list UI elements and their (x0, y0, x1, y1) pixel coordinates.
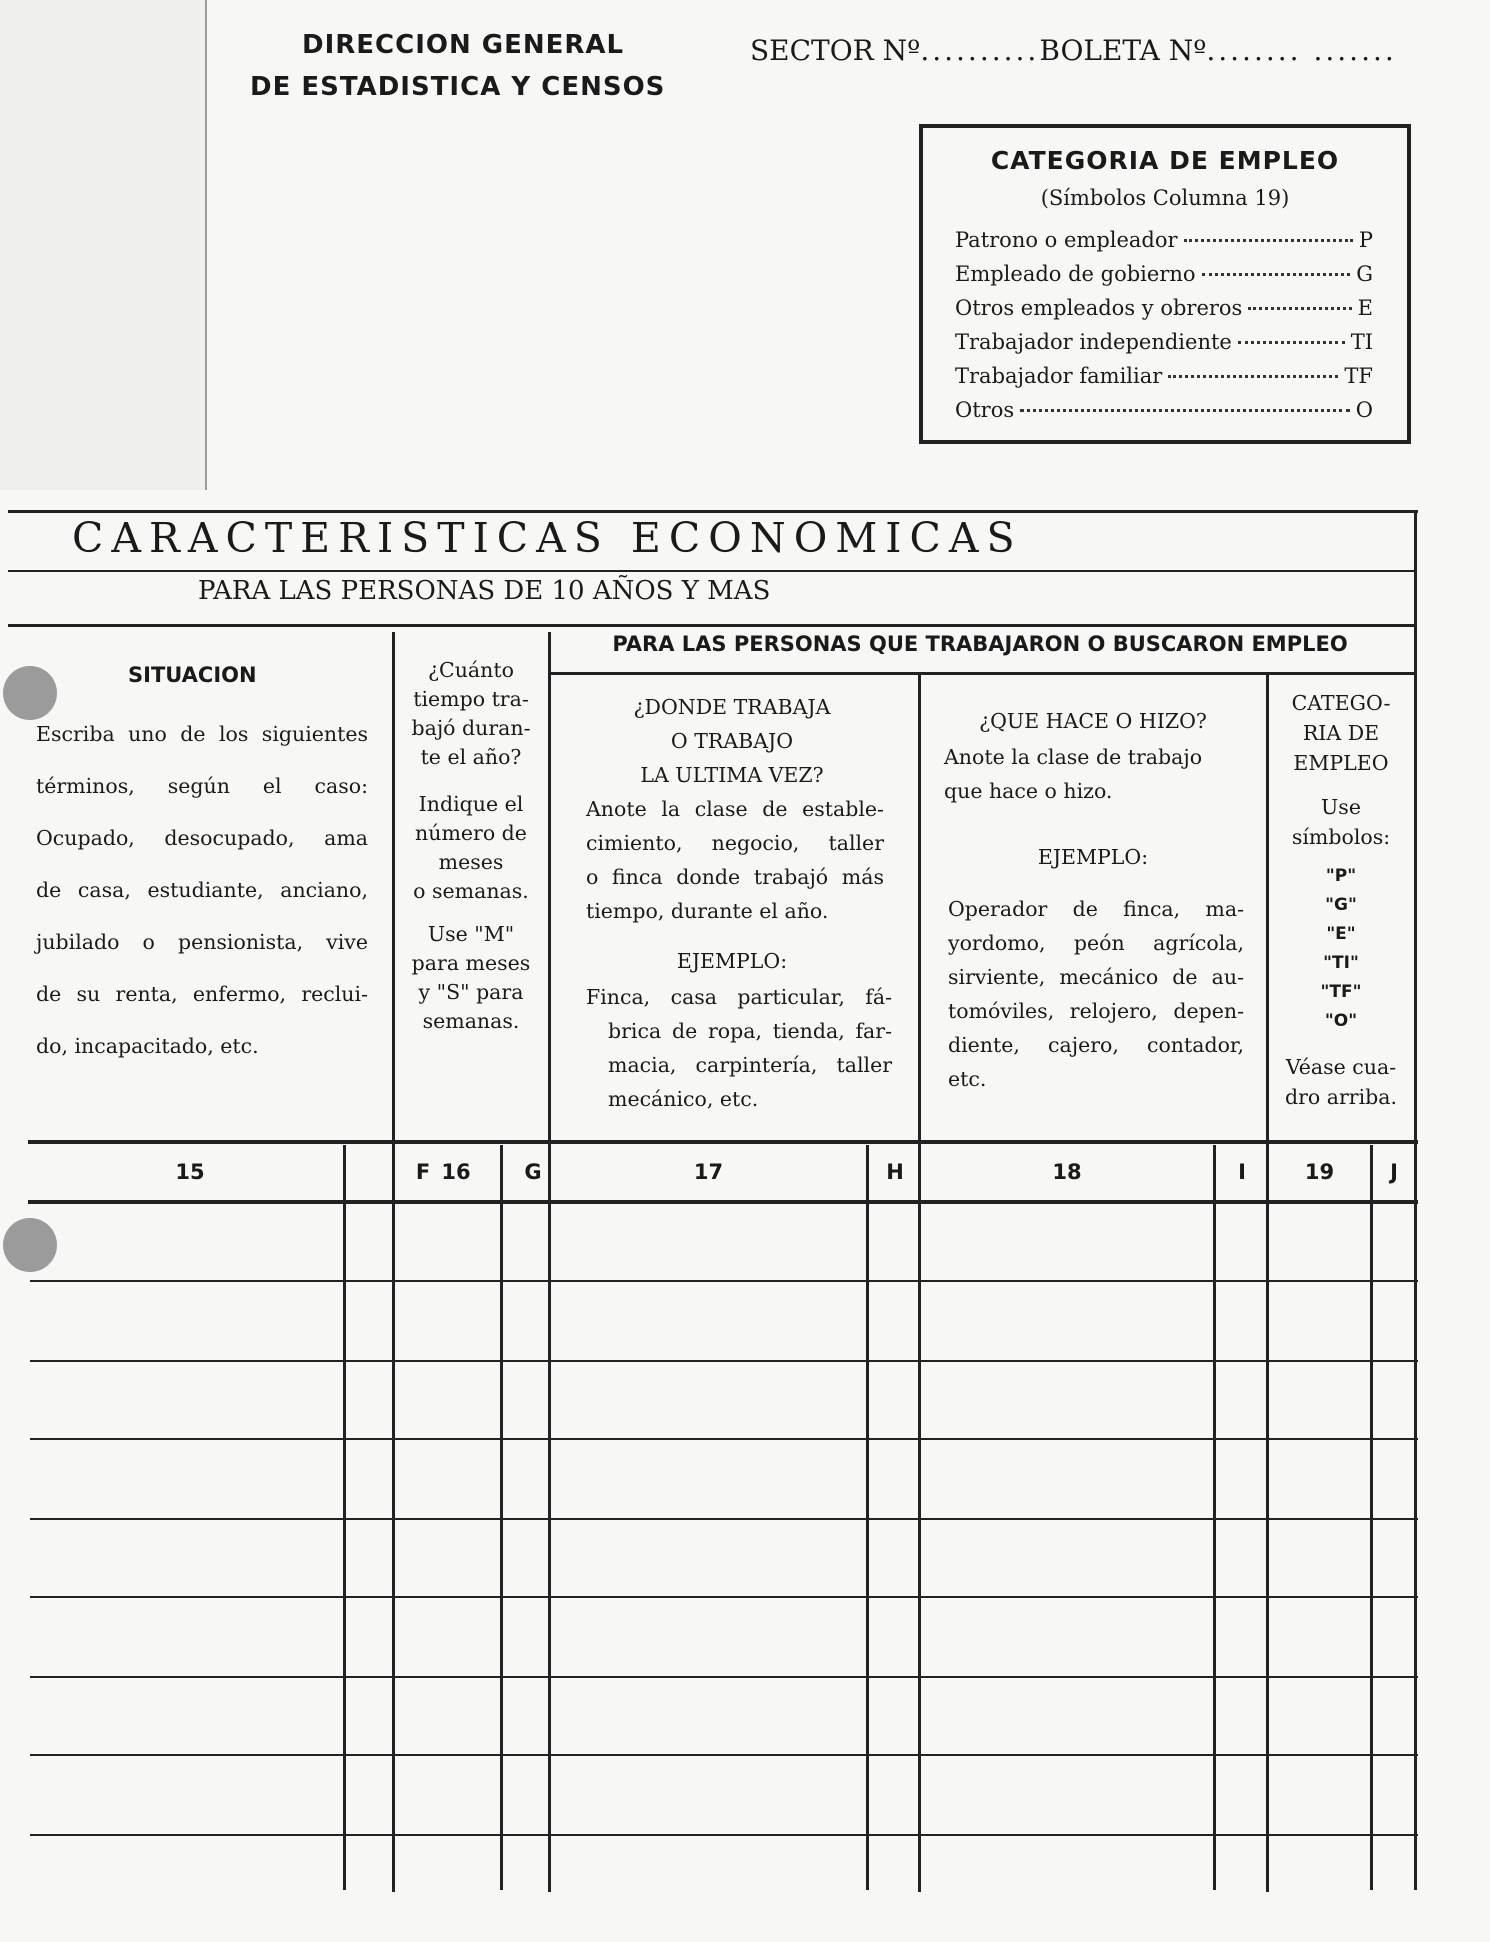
text-line: Anote la clase de estable- (586, 797, 884, 821)
text-line: yordomo, peón agrícola, (948, 931, 1244, 955)
paper-edge-strip (0, 0, 207, 490)
text-line: tomóviles, relojero, depen- (948, 999, 1244, 1023)
row-rule (30, 1280, 1418, 1282)
categoria-item-label: Empleado de gobierno (955, 262, 1196, 286)
categoria-item (955, 398, 1373, 428)
form-numbers (750, 34, 1410, 67)
text-line: EMPLEO (1293, 751, 1389, 775)
categoria-item-symbol: O (1355, 398, 1373, 422)
text-line: tiempo, durante el año. (586, 899, 829, 923)
que-hace-examples (948, 892, 1244, 1096)
column-number: J (1390, 1160, 1398, 1184)
text-line: Finca, casa particular, fá- (586, 985, 892, 1009)
text-line: macia, carpintería, taller (608, 1053, 892, 1077)
row-rule (30, 1754, 1418, 1756)
row-rule (30, 1834, 1418, 1836)
text-line: etc. (948, 1067, 987, 1091)
donde-instructions (586, 792, 884, 928)
section-top-border (8, 510, 1418, 513)
organization-header (250, 30, 700, 102)
text-line: brica de ropa, tienda, far- (608, 1019, 892, 1043)
text-line: do, incapacitado, etc. (36, 1034, 259, 1058)
text-line: meses (438, 850, 504, 874)
org-line-1: DIRECCION GENERAL (302, 30, 625, 60)
text-line: o finca donde trabajó más (586, 865, 884, 889)
span-header: PARA LAS PERSONAS QUE TRABAJARON O BUSCARON EMPLEO (612, 632, 1348, 656)
text-line: semanas. (422, 1009, 520, 1033)
categoria-item-symbol: P (1358, 228, 1373, 252)
tiempo-units-note (396, 920, 546, 1036)
column-number: F (415, 1160, 431, 1184)
categoria-item (955, 296, 1373, 326)
symbol: "TI" (1323, 953, 1359, 973)
text-line: términos, según el caso: (36, 774, 368, 798)
col-divider (548, 632, 551, 1892)
text-line: Anote la clase de trabajo (944, 745, 1203, 769)
row-rule (30, 1518, 1418, 1520)
categoria-item-label: Otros (955, 398, 1015, 422)
dotted-leader (1020, 409, 1350, 412)
donde-examples (586, 980, 892, 1116)
span-header-rule (550, 672, 1416, 675)
row-rule (30, 1360, 1418, 1362)
donde-ejemplo-label: EJEMPLO: (676, 949, 788, 973)
que-hace-ejemplo-label: EJEMPLO: (1037, 845, 1149, 869)
text-line: símbolos: (1291, 825, 1391, 849)
text-line: bajó duran- (411, 716, 531, 740)
column-number-rule-bottom (28, 1200, 1418, 1204)
text-line: LA ULTIMA VEZ? (640, 763, 824, 787)
sector-field[interactable]: .......... (920, 34, 1040, 67)
section-subtitle: PARA LAS PERSONAS DE 10 AÑOS Y MAS (198, 576, 771, 606)
categoria-use-label (1270, 792, 1412, 852)
column-number-rule-top (28, 1140, 1418, 1144)
text-line: O TRABAJO (670, 729, 794, 753)
text-line: diente, cajero, contador, (948, 1033, 1244, 1057)
categoria-item-symbol: E (1357, 296, 1373, 320)
categoria-item (955, 262, 1373, 292)
text-line: ¿DONDE TRABAJA (633, 695, 831, 719)
categoria-item-label: Patrono o empleador (955, 228, 1178, 252)
text-line: de casa, estudiante, anciano, (36, 878, 368, 902)
text-line: y "S" para (418, 980, 524, 1004)
dotted-leader (1248, 307, 1351, 310)
situacion-instructions (36, 708, 368, 1072)
dotted-leader (1184, 239, 1353, 242)
text-line: sirviente, mecánico de au- (948, 965, 1244, 989)
text-line: cimiento, negocio, taller (586, 831, 884, 855)
text-line: mecánico, etc. (608, 1087, 759, 1111)
text-line: dro arriba. (1284, 1085, 1398, 1109)
text-line: de su renta, enfermo, reclui- (36, 982, 368, 1006)
text-line: o semanas. (413, 879, 529, 903)
column-number: 17 (693, 1160, 724, 1184)
categoria-item (955, 330, 1373, 360)
categoria-symbols (1270, 862, 1412, 1036)
text-line: que hace o hizo. (944, 779, 1113, 803)
situacion-title: SITUACION (128, 663, 257, 687)
categoria-item (955, 228, 1373, 258)
text-line: Use (1321, 795, 1361, 819)
title-rule (8, 570, 1416, 572)
donde-question (556, 690, 908, 792)
column-number: 15 (175, 1160, 205, 1184)
categoria-item (955, 364, 1373, 394)
categoria-empleo-box (919, 124, 1411, 444)
text-line: número de (415, 821, 527, 845)
boleta-label: BOLETA Nº (1039, 34, 1207, 67)
text-line: Véase cua- (1285, 1055, 1397, 1079)
categoria-item-label: Trabajador familiar (955, 364, 1163, 388)
categoria-vease-note (1270, 1052, 1412, 1112)
dotted-leader (1202, 273, 1351, 276)
tiempo-instructions (396, 790, 546, 906)
categoria-box-title: CATEGORIA DE EMPLEO (990, 146, 1340, 175)
punch-hole-bottom (3, 1218, 57, 1272)
que-hace-question: ¿QUE HACE O HIZO? (979, 709, 1207, 733)
col-divider (1266, 675, 1269, 1892)
column-number: 19 (1304, 1160, 1335, 1184)
text-line: te el año? (420, 745, 522, 769)
boleta-field[interactable]: ........ ....... (1206, 34, 1397, 67)
section-title: CARACTERISTICAS ECONOMICAS (72, 514, 1023, 562)
symbol: "O" (1324, 1011, 1358, 1031)
categoria-column-title (1270, 688, 1412, 778)
column-number: 18 (1052, 1160, 1082, 1184)
symbol: "TF" (1320, 982, 1362, 1002)
dotted-leader (1168, 375, 1338, 378)
row-rule (30, 1438, 1418, 1440)
column-number: G (524, 1160, 542, 1184)
text-line: Ocupado, desocupado, ama (36, 826, 368, 850)
text-line: Use "M" (427, 922, 515, 946)
que-hace-instructions (944, 740, 1254, 808)
row-rule (30, 1676, 1418, 1678)
categoria-item-symbol: G (1356, 262, 1373, 286)
text-line: tiempo tra- (413, 687, 529, 711)
column-number: H (886, 1160, 904, 1184)
col-divider (392, 632, 395, 1892)
subtitle-rule (8, 624, 1416, 627)
symbol: "G" (1325, 895, 1357, 915)
categoria-item-symbol: TF (1344, 364, 1373, 388)
categoria-box-subtitle: (Símbolos Columna 19) (1040, 186, 1290, 210)
sector-label: SECTOR Nº (750, 34, 921, 67)
text-line: jubilado o pensionista, vive (36, 930, 368, 954)
symbol: "E" (1326, 924, 1356, 944)
tiempo-question (396, 656, 546, 772)
symbol: "P" (1325, 866, 1357, 886)
row-rule (30, 1596, 1418, 1598)
text-line: Operador de finca, ma- (948, 897, 1244, 921)
col-divider (918, 675, 921, 1892)
text-line: RIA DE (1302, 721, 1380, 745)
org-line-2: DE ESTADISTICA Y CENSOS (250, 72, 666, 102)
column-number: I (1238, 1160, 1246, 1184)
text-line: ¿Cuánto (428, 658, 514, 682)
dotted-leader (1238, 341, 1345, 344)
text-line: CATEGO- (1291, 691, 1391, 715)
text-line: Escriba uno de los siguientes (36, 722, 368, 746)
categoria-item-label: Otros empleados y obreros (955, 296, 1243, 320)
text-line: Indique el (418, 792, 524, 816)
categoria-item-label: Trabajador independiente (955, 330, 1232, 354)
categoria-item-symbol: TI (1350, 330, 1373, 354)
column-number: 16 (441, 1160, 471, 1184)
text-line: para meses (411, 951, 531, 975)
